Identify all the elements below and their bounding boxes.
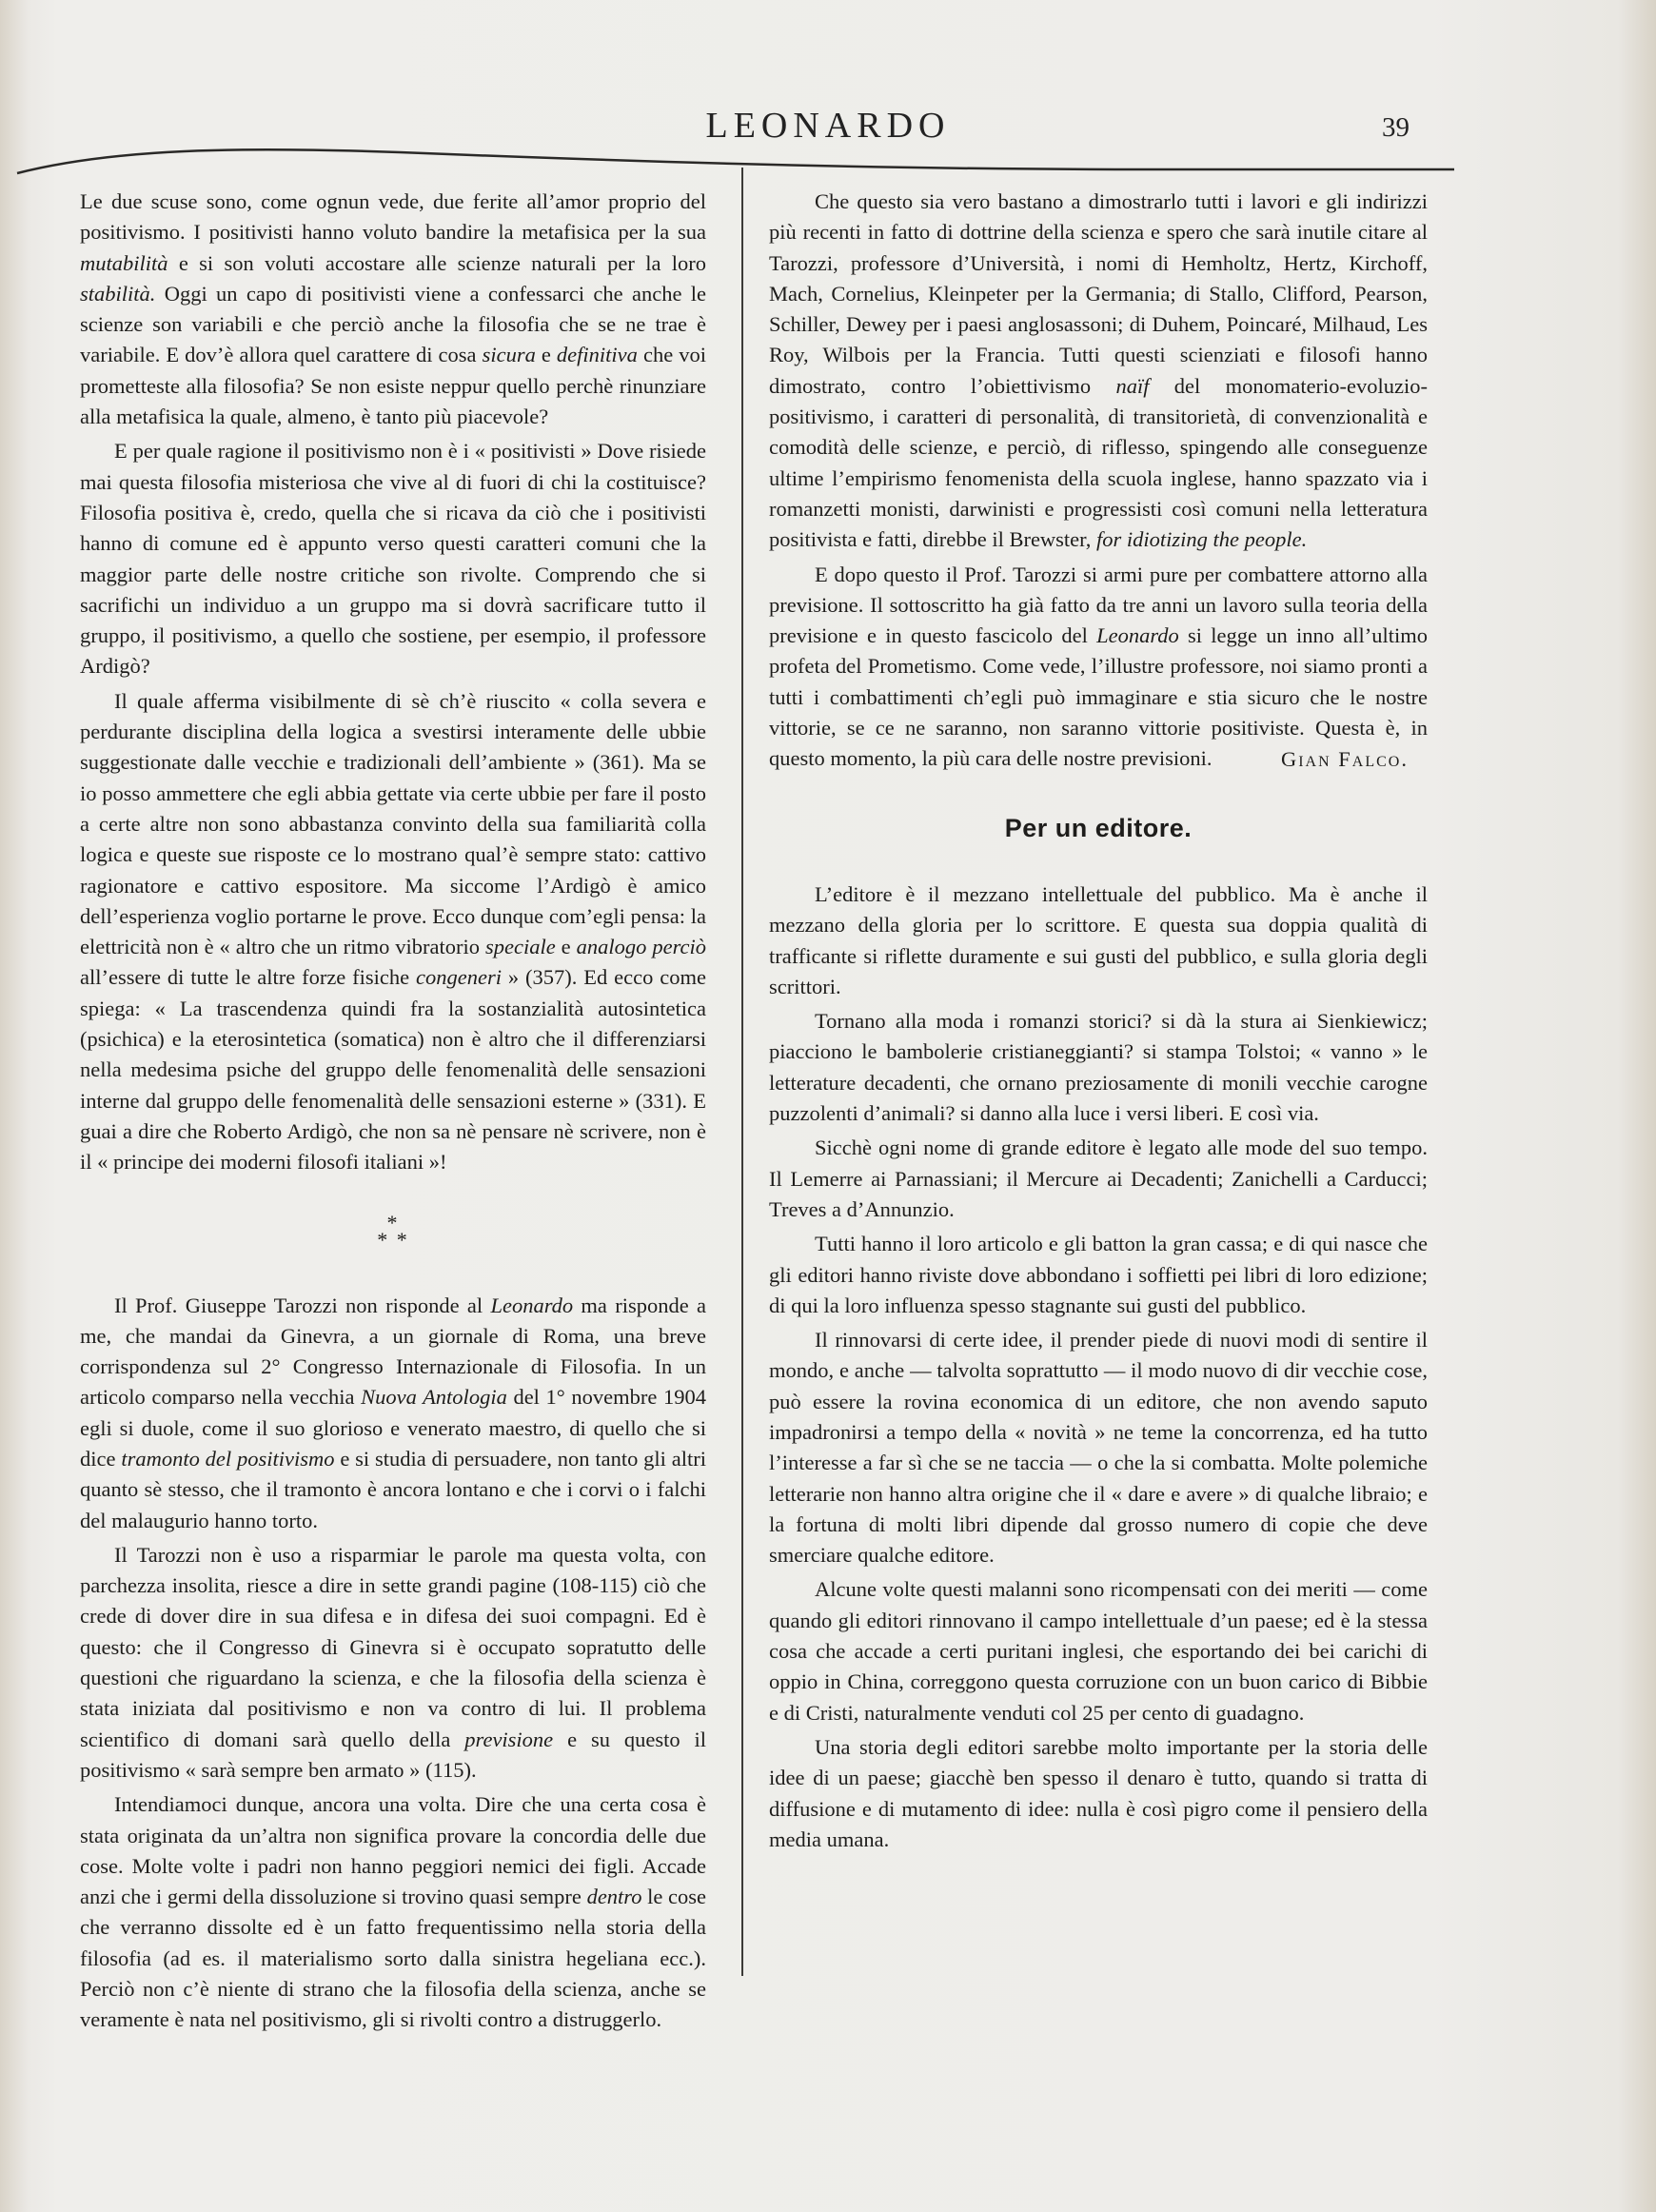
text-run: le cose che verranno dissolte ed è un fatto frequentissimo nella storia della filosofia (ad es. il materialismo sorto dalla sinistra hegeliana ecc.). Perciò non c’è niente di strano che la filosofia della scienza, anche se veramente è nata nel positivismo, gli si rivolti contro a distruggerlo.	[80, 1885, 706, 2032]
italic-text: for idiotizing the people.	[1096, 527, 1308, 552]
text-run: Tutti hanno il loro articolo e gli batton la gran cassa; e di qui nasce che gli editori hanno riviste dove abbondano i soffietti pei libri di loro edizione; di qui la loro influenza spesso stagnante sui gusti del pubblico.	[769, 1232, 1428, 1317]
italic-text: definitiva	[556, 343, 638, 367]
text-run: si legge un inno all’ultimo profeta del Prometismo. Come vede, l’illustre professore, noi siamo pronti a tutti i combattimenti ch’egli può immaginare e stia sicuro che le nostre vittorie, se ce ne saranno, non saranno vittorie positiviste. Questa è, in questo momento, la più cara delle nostre previsioni.	[769, 623, 1428, 771]
text-run: L’editore è il mezzano intellettuale del pubblico. Ma è anche il mezzano della gloria per lo scrittore. E questa sua doppia qualità di trafficante si riflette duramente e sui gusti del pubblico, e sulla gloria degli scrittori.	[769, 881, 1428, 998]
text-run: e su questo il positivismo « sarà sempre ben armato » (115).	[80, 1727, 706, 1782]
text-run: Il Prof. Giuseppe Tarozzi non risponde al	[114, 1293, 491, 1317]
text-run: ma risponde a me, che mandai da Ginevra, a un giornale di Roma, una breve corrispondenza sul 2° Congresso Internazionale di Filosofia. In un articolo comparso nella vecchia	[80, 1293, 706, 1410]
italic-text: stabilità.	[80, 281, 156, 306]
text-run: Oggi un capo di positivisti viene a confessarci che anche le scienze son variabili e che perciò anche la filosofia che se ne trae è variabile. E dov’è allora quel carattere di cosa	[80, 281, 706, 367]
text-run: Alcune volte questi malanni sono ricompensati con dei meriti — come quando gli editori rinnovano il campo intellettuale d’un paese; ed è la stessa cosa che accade a certi puritani inglesi, che esportando dei bei carichi di oppio in China, correggono questa corruzione con un buon carico di Bibbie e di Cristi, naturalmente venduti col 25 per cento di guadagno.	[769, 1577, 1428, 1725]
text-run: E per quale ragione il positivismo non è i « positivisti » Dove risiede mai questa filosofia misteriosa che vive al di fuori di chi la costituisce? Filosofia positiva è, credo, quella che si ricava da ciò che i positivisti hanno di comune ed è appunto verso questi caratteri comuni che la maggior parte delle nostre critiche son rivolte. Comprendo che si sacrifichi un individuo a un gruppo ma si dovrà sacrificare tutto il gruppo, il positivismo, a quello che sostiene, per esempio, il professore Ardigò?	[80, 439, 706, 679]
asterism-bottom: * *	[377, 1227, 409, 1252]
text-run: E dopo questo il Prof. Tarozzi si armi pure per combattere attorno alla previsione. Il sottoscritto ha già fatto da tre anni un lavoro sulla teoria della previsione e in questo fascicolo del	[769, 562, 1428, 648]
paragraph	[769, 1732, 1428, 1855]
text-run: Che questo sia vero bastano a dimostrarlo tutti i lavori e gli indirizzi più recenti in fatto di dottrine della scienza e spero che sarà inutile citare al Tarozzi, professore d’Università, i nomi di Hemholtz, Hertz, Kirchoff, Mach, Cornelius, Kleinpeter per la Germania; di Stallo, Clifford, Pearson, Schiller, Dewey per i paesi anglosassoni; di Duhem, Poincaré, Milhaud, Les Roy, Wilbois per la Francia. Tutti questi scienziati e filosofi hanno dimostrato, contro l’obiettivismo	[769, 189, 1428, 398]
paragraph	[80, 436, 706, 681]
left-column	[80, 187, 706, 2036]
header-rule-line	[17, 149, 1454, 173]
text-run: e si son voluti accostare alle scienze naturali per la loro	[168, 250, 706, 275]
italic-text: previsione	[464, 1727, 554, 1751]
text-run: » (357). Ed ecco come spiega: « La trascendenza quindi fra la sostanzialità autosintetica (psichica) e la eterosintetica (somatica) non è altro che il differenziarsi nella medesima psiche del gruppo delle fenomenalità delle sensazioni interne dal gruppo delle fenomenalità delle sensazioni esterne » (331). E guai a dire che Roberto Ardigò, che non sa nè pensare nè scrivere, non è il « principe dei moderni filosofi italiani »!	[80, 965, 706, 1175]
text-run: Una storia degli editori sarebbe molto importante per la storia delle idee di un paese; giacchè ben spesso il denaro è tutto, quando si tratta di diffusione e di mutamento di idee: nulla è così pigro come il pensiero della media umana.	[769, 1734, 1428, 1851]
text-run: Sicchè ogni nome di grande editore è legato alle mode del suo tempo. Il Lemerre ai Parnassiani; il Mercure ai Decadenti; Zanichelli a Carducci; Treves a d’Annunzio.	[769, 1136, 1428, 1221]
paragraph	[769, 187, 1428, 556]
paragraph	[80, 686, 706, 1178]
italic-text: analogo perciò	[576, 935, 706, 959]
paragraph	[769, 1229, 1428, 1321]
text-run: e	[535, 343, 557, 367]
italic-text: congeneri	[416, 965, 503, 990]
paragraph	[80, 1540, 706, 1786]
text-run: e	[555, 935, 577, 959]
italic-text: Nuova Antologia	[361, 1385, 507, 1410]
text-run: Intendiamoci dunque, ancora una volta. Dire che una certa cosa è stata originata da un’altra non significa provare la concordia delle due cose. Molte volte i padri non hanno peggiori nemici dei figli. Accade anzi che i germi della dissoluzione si trovino quasi sempre	[80, 1792, 706, 1909]
text-run: Tornano alla moda i romanzi storici? si dà la stura ai Sienkiewicz; piacciono le bambolerie cristianeggianti? si stampa Tolstoi; « vanno » le letterature decadenti, che ornano preziosamente di monili vecchie carogne puzzolenti d’animali? si danno alla luce i versi liberi. E così via.	[769, 1009, 1428, 1126]
paragraph	[769, 1325, 1428, 1570]
text-run: Le due scuse sono, come ognun vede, due ferite all’amor proprio del positivismo. I positivisti hanno voluto bandire la metafisica per la sua	[80, 189, 706, 245]
text-run: Il rinnovarsi di certe idee, il prender piede di nuovi modi di sentire il mondo, e anche — talvolta soprattutto — il modo nuovo di dir vecchie cose, può essere la rovina economica di un editore, che non avendo saputo impadronirsi a tempo della « novità » ne teme la concorrenza, ed ha tutto l’interesse a far sì che se ne taccia — o che la si combatta. Molte polemiche letterarie non hanno altra origine che il « dare e avere » di qualche libraio; e la fortuna di molti libri dipende dal grosso numero di copie che deve smerciare qualche editore.	[769, 1328, 1428, 1568]
paragraph	[769, 879, 1428, 1002]
text-run: Il Tarozzi non è uso a risparmiar le parole ma questa volta, con parchezza insolita, riesce a dire in sette grandi pagine (108-115) ciò che crede di dover dire in sua difesa e in difesa dei suoi compagni. Ed è questo: che il Congresso di Ginevra si è occupato sopratutto delle questioni che riguardano la scienza, e che la filosofia della scienza è stata iniziata dal positivismo e non va contro di lui. Il problema scientifico di domani sarà quello della	[80, 1542, 706, 1751]
italic-text: sicura	[482, 343, 536, 367]
left-paragraphs-after	[80, 1291, 706, 2036]
italic-text: mutabilità	[80, 250, 168, 275]
section-title: Per un editore.	[1004, 813, 1193, 842]
text-run: del monomaterio-evoluzio-positivismo, i caratteri di personalità, di transitorietà, di convenzionalità e comodità delle scienze, e perciò, di riflesso, spingendo alle conseguenze ultime l’empirismo fenomenista della scuola inglese, hanno spazzato via i romanzetti monisti, darwinisti e progressisti così comuni nella letteratura positivista e fatti, direbbe il Brewster,	[769, 373, 1429, 552]
paragraph	[769, 560, 1428, 775]
paragraph	[80, 1291, 706, 1536]
right-column	[769, 187, 1428, 1855]
section-separator-asterism	[80, 1210, 706, 1252]
right-paragraphs	[769, 187, 1428, 775]
author-signature: Gian Falco.	[1280, 746, 1409, 771]
left-paragraphs	[80, 187, 706, 1178]
paragraph	[769, 1574, 1428, 1728]
paragraph	[769, 1133, 1428, 1225]
text-run: all’essere di tutte le altre forze fisiche	[80, 965, 417, 990]
paragraph	[80, 1789, 706, 2035]
section-paragraphs	[769, 879, 1428, 1855]
italic-text: dentro	[586, 1885, 642, 1909]
text-run: che voi prometteste alla filosofia? Se non esiste neppur quello perchè rinunziare alla metafisica la quale, almeno, è tanto più piacevole?	[80, 343, 706, 429]
italic-text: speciale	[485, 935, 556, 959]
text-run: Il quale afferma visibilmente di sè ch’è riuscito « colla severa e perdurante disciplina della logica a svestirsi interamente delle ubbie suggestionate dalle vecchie e tradizionali dell’ambiente » (361). Ma se io posso ammettere che egli abbia gettate via certe ubbie per fare il posto a certe altre non sono abbastanza convinto della sua familiarità colla logica e queste sue risposte ce lo mostrano qual’è sempre stato: cattivo ragionatore e cattivo espositore. Ma siccome l’Ardigò è amico dell’esperienza voglio portarne le prove. Ecco dunque com’egli pensa: la elettricità non è « altro che un ritmo vibratorio	[80, 688, 706, 959]
running-header-title: LEONARDO	[705, 106, 951, 146]
paragraph	[80, 187, 706, 432]
asterism-top: *	[386, 1210, 400, 1234]
italic-text: Leonardo	[490, 1293, 574, 1317]
column-divider	[741, 168, 743, 1976]
italic-text: Leonardo	[1096, 623, 1179, 648]
page-number: 39	[1382, 112, 1410, 143]
header-rule	[0, 143, 1656, 181]
italic-text: naïf	[1115, 373, 1150, 398]
italic-text: tramonto del positivismo	[121, 1446, 335, 1471]
text-run: del 1° novembre 1904 egli si duole, come il suo glorioso e venerato maestro, di quello che si dice	[80, 1385, 707, 1471]
paragraph	[769, 1006, 1428, 1129]
text-run: e si studia di persuadere, non tanto gli altri quanto sè stesso, che il tramonto è ancora lontano e che i corvi o i falchi del malaugurio hanno torto.	[80, 1446, 706, 1532]
